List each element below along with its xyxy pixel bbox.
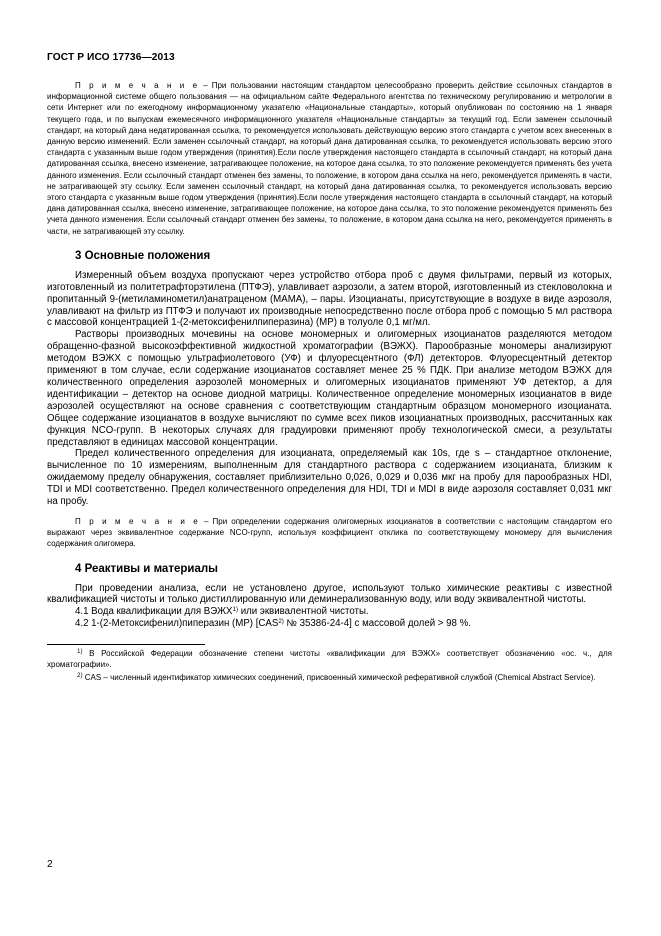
- item-text: 4.1 Вода квалификации для ВЭЖХ: [75, 606, 233, 618]
- footnote-2: [47, 673, 612, 684]
- footnote-1: [47, 649, 612, 670]
- section-4-item-1: [47, 606, 612, 618]
- section-4-title: 4 Реактивы и материалы: [75, 562, 218, 575]
- footnote-divider: [47, 644, 205, 645]
- item-text: № 35386-24-4] с массовой долей > 98 %.: [283, 618, 471, 630]
- section-4-paragraph-1: При проведении анализа, если не установлено другое, используют только химические реактивы с известной квалификацией чистоты и только дистиллированную или деминерализованную воду, или воду эквивалентной чистоты.: [47, 582, 612, 606]
- item-text: 4.2 1-(2-Метоксифенил)пиперазин (МР) [CAS: [75, 618, 279, 630]
- footnote-mark: 1): [77, 648, 83, 656]
- section-3-title: 3 Основные положения: [75, 249, 211, 262]
- page-number: 2: [47, 859, 53, 870]
- section-3-note: [47, 516, 612, 550]
- note-text: – При определении содержания олигомерных изоцианатов в соответствии с настоящим стандартом его выражают через эквивалентное содержание NCO-групп, используя коэффициент отклика по соответствующему мономеру для вычисления содержания олигомера.: [47, 516, 613, 549]
- reference-note: [47, 80, 612, 237]
- section-3-paragraph-1: Измеренный объем воздуха пропускают через устройство отбора проб с двумя фильтрами, первый из которых, изготовленный из политетрафторэтилена (ПТФЭ), улавливает аэрозоли, а затем второй, изготовленный из стекловолокна и пропитанный 9-(метиламинометил)анатраценом (МАМА), – пары. Изоцианаты, присутствующие в воздухе в виде аэрозоля, улавливают на фильтр из ПТФЭ и получают их производные непосредственно после отбора проб с помощью 5 мл раствора с массовой концентрацией 1-(2-метоксифенилпиперазина) (МР) в толуоле 0,1 мг/мл.: [47, 269, 612, 329]
- spacer: [47, 508, 612, 516]
- section-4-item-2: [47, 618, 612, 630]
- note-text: – При пользовании настоящим стандартом целесообразно проверить действие ссылочных стандартов в информационной системе общего пользования — на официальном сайте Федерального агентства по техническому регулированию и метрологии в сети Интернет или по ежегодному информационному указателю «Национальные стандарты», который опубликован по состоянию на 1 января текущего года, и по выпускам ежемесячного информационного указателя «Национальные стандарты» за текущий год. Если заменен ссылочный стандарт, на который дана недатированная ссылка, то рекомендуется использовать действующую версию этого стандарта с учетом всех внесенных в данную версию изменений. Если заменен ссылочный стандарт, на который дана датированная ссылка, то рекомендуется использовать версию этого стандарта с указанным выше годом утверждения (принятия).Если после утверждения настоящего стандарта в ссылочный стандарт, на который дана датированная ссылка, внесено изменение, затрагивающее положение, на которое дана ссылка, то это положение рекомендуется применять без учета данного изменения. Если ссылочный стандарт отменен без замены, то положение, в котором дана ссылка на него, рекомендуется применять в части, не затрагивающей эту ссылку. Если заменен ссылочный стандарт, на который дана датированная ссылка, то рекомендуется использовать версию этого стандарта с указанным выше годом утверждения (принятия).Если после утверждения настоящего стандарта в ссылочный стандарт, на который дана датированная ссылка, внесено изменение, затрагивающее положение, на которое дана ссылка, то это положение рекомендуется применять без учета данного изменения. Если ссылочный стандарт отменен без замены, то положение, в котором дана ссылка на него, рекомендуется применять в части, не затрагивающей эту ссылку.: [47, 81, 612, 236]
- footnote-text: В Российской Федерации обозначение степени чистоты «квалификации для ВЭЖХ» соответствует обозначению «ос. ч., для хроматографии».: [47, 649, 612, 669]
- footnote-ref-2[interactable]: 2): [278, 618, 284, 626]
- footnote-ref-1[interactable]: 1): [232, 606, 239, 614]
- footnote-text: CAS – численный идентификатор химических соединений, присвоенный химической реферативной службой (Chemical Abstract Service).: [82, 673, 596, 683]
- note-label: П р и м е ч а н и е: [75, 516, 200, 526]
- section-3-paragraph-2: Растворы производных мочевины на основе мономерных и олигомерных изоцианатов разделяются методом обращенно-фазной высокоэффективной жидкостной хроматографии (ВЭЖХ). Парообразные мономеры анализируют методом ВЭЖХ с помощью ультрафиолетового (УФ) и флуоресцентного (ФЛ) детекторов. Флуоресцентный детектор применяют в том случае, если содержание изоцианатов составляет менее 25 % ПДК. При анализе методом ВЭЖХ для количественного определения аэрозолей мономерных и олигомерных изоцианатов применяют УФ детектор, а для идентификации – детектор на основе диодной матрицы. Количественное определение мономерных изоцианатов в виде аэрозолей осуществляют на основе сравнения с соответствующим стандартным образцом мономерного изоцианата. Общее содержание изоцианатов в воздухе вычисляют по сумме всех пиков изоцианатных производных, рассчитанных как функция NCO-групп. В некоторых случаях для градуировки применяют пробу технологической смеси, а результаты представляют в единицах массовой концентрации.: [47, 329, 612, 448]
- page-content: [47, 80, 612, 687]
- item-text: или эквивалентной чистоты.: [238, 606, 369, 618]
- section-3-paragraph-3: Предел количественного определения для изоцианата, определяемый как 10s, где s – стандартное отклонение, вычисленное по 10 измерениям, выполненным для стандартного раствора с содержанием изоцианата, близким к ожидаемому пределу обнаружения, составляет приблизительно 0,026, 0,029 и 0,036 мкг на пробу для парообразных HDI, TDI и MDI соответственно. Предел количественного определения для HDI, TDI и MDI в виде аэрозоля составляет 0,031 мкг на пробу.: [47, 448, 612, 508]
- note-label: П р и м е ч а н и е: [75, 81, 200, 90]
- document-header: ГОСТ Р ИСО 17736—2013: [47, 52, 175, 63]
- footnote-mark: 2): [77, 672, 83, 680]
